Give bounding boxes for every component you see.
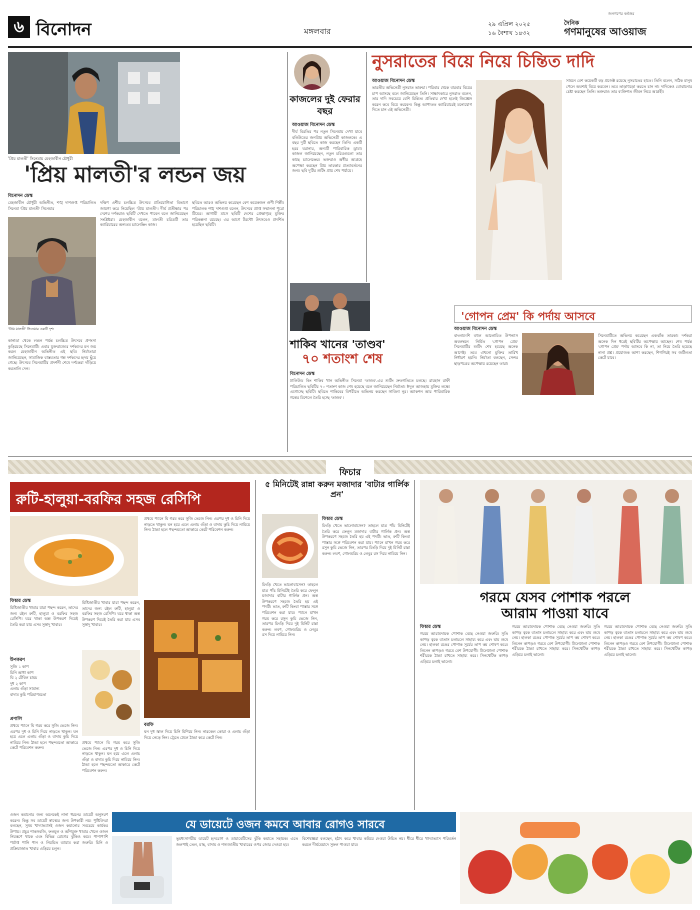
- page-number-box: [8, 16, 30, 38]
- gopon-headline-box: [454, 305, 692, 323]
- gopon-text-2: সিনেমাটিতে অভিনয় করেছেন একঝাঁক তারকা। দর্শকরা অনেক দিন ধরেই ছবিটির অপেক্ষায় আছেন। শেষ পর্যন্ত 'গোপন প্রেম' পর্দায় আসবে কি না, তা নিয়ে তৈরি হয়েছে নানা প্রশ্ন। প্রযোজক আশা করছেন, শিগগিরই সব জটিলতা কেটে যাবে।: [598, 333, 692, 361]
- malati-col-left: কানাডা থেকে লন্ডন পর্যন্ত চলচ্চিত্র উৎসবে প্রশংসা কুড়িয়েছে সিনেমাটি। এবার যুক্তরাজ্যের দর্শকদের মন জয় করল মেহজাবীন অভিনীত এই ছবি। নির্মাতারা জানিয়েছেন, সামাজিক বাস্তবতার গল্প দর্শকদের হৃদয় ছুঁয়ে গেছে। উৎসবে সিনেমাটির প্রদর্শনী শেষে দর্শকেরা দাঁড়িয়ে করতালি দেন।: [8, 338, 96, 371]
- kajol-photo: [294, 54, 330, 90]
- gopon-headline: 'গোপন প্রেম' কি পর্দায় আসবে: [461, 310, 596, 323]
- diet-text-1: ওজন কমানোর জন্য অনেকেই নানা ধরনের ডায়েট অনুসরণ করেন। কিন্তু সব ডায়েট স্বাস্থ্যের জন্য উপকারী নয়। পুষ্টিবিদরা বলছেন, সুষম খাদ্যাভ্যাসই ওজন কমানোর সবচেয়ে কার্যকর উপায়। প্রচুর শাকসবজি, ফলমূল ও আঁশযুক্ত খাবার খেলে ওজন নিয়ন্ত্রণে থাকে এবং বিভিন্ন রোগের ঝুঁকিও কমে। পাশাপাশি পর্যাপ্ত পানি পান ও নিয়মিত ব্যায়াম করা জরুরি। চিনি ও প্রক্রিয়াজাত খাবার এড়িয়ে চলুন।: [10, 812, 108, 851]
- ingredient-item: দুধ ২ কাপ: [10, 680, 26, 686]
- method-text: প্রথমে প্যানে ঘি গরম করে সুজি ভেজে নিন। এরপর দুধ ও চিনি দিয়ে নাড়তে থাকুন। ঘন হয়ে এলে এলাচ গুঁড়া ও বাদাম কুচি দিয়ে নামিয়ে নিন। ঠান্ডা হলে পছন্দমতো আকারে কেটে পরিবেশন করুন।: [10, 723, 78, 751]
- nusrat-byline: আওয়াজ বিনোদন ডেস্ক: [372, 79, 415, 84]
- chili-text-left: চিংড়ি খেতে ভালোবাসেন? তাহলে মাত্র পাঁচ মিনিটেই তৈরি করে ফেলুন মজাদার বাটার গার্লিক প্রন। অল্প উপকরণে সহজে তৈরি হয় এই পদটি। ভাত, রুটি কিংবা পাস্তার সঙ্গে পরিবেশন করা যায়। প্যানে মাখন গরম করে রসুন কুচি ভেজে নিন, তারপর চিংড়ি দিয়ে দুই মিনিট রান্না করুন। লবণ, গোলমরিচ ও লেবুর রস দিয়ে নামিয়ে নিন।: [262, 582, 318, 638]
- diet-text-2: ভূমধ্যসাগরীয় ডায়েট হৃদরোগ ও ডায়াবেটিসের ঝুঁকি কমাতে সহায়ক। এতে জলপাই তেল, মাছ, বাদাম ও শস্যজাতীয় খাবারের ওপর জোর দেওয়া হয়।: [176, 836, 298, 847]
- section-name: বিনোদন: [36, 20, 92, 40]
- entertainment-bottom-rule: [8, 456, 692, 457]
- nusrat-photo: [476, 80, 562, 280]
- diet-photo-scale: [112, 836, 172, 904]
- kajol-headline: কাজলের দুই ফেরার বছর: [289, 95, 361, 117]
- ingredient-item: চিনি আধা কাপ: [10, 669, 34, 675]
- gopon-byline: আওয়াজ বিনোদন ডেস্ক: [454, 327, 497, 332]
- chili-photo: [262, 514, 318, 578]
- dress-photo: [420, 480, 692, 584]
- shakib-byline: বিনোদন ডেস্ক: [290, 372, 315, 377]
- dress-text-3: গরমে আরামদায়ক পোশাক বেছে নেওয়া জরুরি। সুতি কাপড় ত্বকে বাতাস চলাচলে সাহায্য করে এবং ঘাম শুষে নেয়। হালকা রঙের পোশাক সূর্যের তাপ কম শোষণ করে। লিনেন কাপড়ও গরমে বেশ উপযোগী। ঢিলেঢালা পোশাক শরীরকে ঠান্ডা রাখতে সাহায্য করে। সিনথেটিক কাপড় এড়িয়ে চলাই ভালো।: [604, 624, 692, 657]
- chili-byline: ফিচার ডেস্ক: [322, 517, 343, 522]
- shakib-headline-1: শাকিব খানের 'তাণ্ডব': [290, 338, 386, 351]
- gopon-photo: [522, 333, 594, 395]
- diet-text-3: বিশেষজ্ঞরা বলছেন, হঠাৎ করে খাবার কমিয়ে দেওয়া উচিত নয়। ধীরে ধীরে খাদ্যাভ্যাস পরিবর্তন করলে দীর্ঘমেয়াদে সুফল পাওয়া যায়।: [302, 836, 456, 847]
- shakib-photo: [290, 283, 370, 331]
- kajol-byline: আওয়াজ বিনোদন ডেস্ক: [292, 123, 335, 128]
- ingredient-item: এলাচ গুঁড়া সামান্য: [10, 686, 40, 692]
- feature-divider-1: [255, 480, 256, 810]
- feature-label-box: [326, 460, 374, 478]
- date-bangla: ১৬ বৈশাখ ১৪৩২: [488, 30, 531, 37]
- col-divider-2: [366, 52, 367, 282]
- recipe-headline-box: [10, 482, 250, 512]
- feature-band: [8, 460, 692, 478]
- recipe-text: মিষ্টিজাতীয় খাবার যারা পছন্দ করেন, তাদের জন্য রইল রুটি, হালুয়া ও বরফির সহজ রেসিপি। ঘরে থাকা অল্প উপকরণ দিয়েই তৈরি করা যায় এসব সুস্বাদু খাবার।: [10, 605, 78, 627]
- chili-text: চিংড়ি খেতে ভালোবাসেন? তাহলে মাত্র পাঁচ মিনিটেই তৈরি করে ফেলুন মজাদার বাটার গার্লিক প্রন। অল্প উপকরণে সহজে তৈরি হয় এই পদটি। ভাত, রুটি কিংবা পাস্তার সঙ্গে পরিবেশন করা যায়। প্যানে মাখন গরম করে রসুন কুচি ভেজে নিন, তারপর চিংড়ি দিয়ে দুই মিনিট রান্না করুন। লবণ, গোলমরিচ ও লেবুর রস দিয়ে নামিয়ে নিন।: [322, 523, 410, 556]
- page-number: ৬: [13, 17, 25, 36]
- malati-inset-photo: [8, 217, 96, 325]
- method-title: প্রণালি: [10, 717, 23, 722]
- diet-headline-box: [112, 812, 456, 832]
- shakib-text: ঢালিউড কিং শাকিব খান অভিনীত সিনেমা 'তাণ্ডব'-এর শুটিং দ্রুতগতিতে চলছে। রায়হান রাফী পরিচালিত ছবিটির ৭০ শতাংশ কাজ শেষ হয়েছে বলে জানিয়েছেন নির্মাতা। ঈদুল আজহায় মুক্তির লক্ষ্যে এগোচ্ছে ছবিটি। ছবিতে শাকিবের বিপরীতে অভিনয় করছেন সাবিলা নূর। অ্যাকশন আর পারিবারিক গল্পের মিশেলে তৈরি হচ্ছে 'তাণ্ডব'।: [290, 378, 450, 400]
- weekday: মঙ্গলবার: [304, 27, 331, 36]
- nusrat-text-2: সামনে বেশ কয়েকটি বড় প্রজেক্ট রয়েছে নুসরাতের হাতে। তিনি বলেন, সঠিক মানুষ পেলে অবশ্যই বিয়ে করবেন। তবে তাড়াহুড়ো করতে চান না। দাদিকেও বোঝানোর চেষ্টা করছেন তিনি। ভক্তরাও তার ব্যক্তিগত জীবন নিয়ে আগ্রহী।: [566, 78, 692, 95]
- recipe-col-mid: মিষ্টিজাতীয় খাবার যারা পছন্দ করেন, তাদের জন্য রইল রুটি, হালুয়া ও বরফির সহজ রেসিপি। ঘরে থাকা অল্প উপকরণ দিয়েই তৈরি করা যায় এসব সুস্বাদু খাবার।: [82, 600, 140, 628]
- dress-headline-2: আরাম পাওয়া যাবে: [501, 606, 609, 622]
- masthead-rule: [8, 46, 692, 48]
- malati-byline: বিনোদন ডেস্ক: [8, 194, 33, 199]
- gopon-text-1: বাংলাদেশি বহুল আলোচিত উপন্যাস অবলম্বনে নির্মিত 'গোপন প্রেম' সিনেমাটির শুটিং শেষ হয়েছে অনেক আগেই। তবে এখনো মুক্তির তারিখ নির্ধারণ হয়নি। নির্মাতা বলছেন, সেন্সর ছাড়পত্রের অপেক্ষায় রয়েছেন তারা।: [454, 333, 518, 366]
- malati-col-mid: দক্ষিণ এশীয় চলচ্চিত্র উৎসবে প্রতিযোগিতা বিভাগে জায়গা করে নিয়েছিল 'প্রিয় মালতী'। দীর্ঘ প্রতীক্ষার পর দেশের দর্শকরাও ছবিটি দেখতে পাবেন বলে জানিয়েছেন সংশ্লিষ্টরা। মেহজাবীন বলেন, মালতী চরিত্রটি তার ক্যারিয়ারের অন্যতম চ্যালেঞ্জিং কাজ।: [100, 200, 188, 228]
- recipe-photo-barfi: [144, 600, 250, 718]
- dress-byline: ফিচার ডেস্ক: [420, 625, 441, 630]
- ingredient-item: বাদাম কুচি পরিমাণমতো: [10, 691, 47, 697]
- chili-headline: ৫ মিনিটেই রান্না করুন মজাদার 'বাটার গার্লিক প্রন': [264, 480, 410, 499]
- nusrat-headline: নুসরাতের বিয়ে নিয়ে চিন্তিত দাদি: [372, 52, 595, 72]
- diet-headline: যে ডায়েটে ওজন কমবে আবার রোগও সারবে: [185, 818, 385, 831]
- recipe-byline: ফিচার ডেস্ক: [10, 599, 31, 604]
- date-english: ২৯ এপ্রিল ২০২৫: [488, 21, 531, 28]
- paper-slogan: জনগণের কণ্ঠস্বর: [608, 11, 635, 16]
- malati-photo: [8, 52, 180, 154]
- recipe-method-right: প্রথমে প্যানে ঘি গরম করে সুজি ভেজে নিন। এরপর দুধ ও চিনি দিয়ে নাড়তে থাকুন। ঘন হয়ে এলে এলাচ গুঁড়া ও বাদাম কুচি দিয়ে নামিয়ে নিন। ঠান্ডা হলে পছন্দমতো আকারে কেটে পরিবেশন করুন।: [144, 516, 250, 533]
- ingredient-item: সুজি ১ কাপ: [10, 664, 29, 669]
- dress-headline-1: গরমে যেসব পোশাক পরলে: [479, 590, 631, 606]
- ingredient-item: ঘি ২ টেবিল চামচ: [10, 675, 38, 681]
- malati-col-right: ছবিতে আরও অভিনয় করেছেন বেশ কয়েকজন গুণী শিল্পী। পরিচালক শঙ্খ দাশগুপ্ত বলেন, উৎসবে প্রাপ্ত সম্মাননা পুরো টিমের। আগামী মাসে ছবিটি দেশের প্রেক্ষাগৃহে মুক্তির পরিকল্পনা রয়েছে। এর আগে টরন্টো উৎসবেও প্রদর্শিত হয়েছিল ছবিটি।: [192, 200, 284, 228]
- paper-name: গণমানুষের আওয়াজ: [564, 27, 647, 38]
- diet-photo-food: [460, 812, 692, 904]
- recipe-headline: রুটি-হালুয়া-বরফির সহজ রেসিপি: [16, 492, 201, 508]
- shakib-headline-2: ৭০ শতাংশ শেষ: [302, 352, 383, 367]
- paper-tag: দৈনিক: [564, 20, 580, 27]
- ingredients-list: [10, 664, 78, 714]
- recipe-photo-ingredients: [82, 650, 140, 736]
- feature-divider-2: [414, 480, 415, 810]
- dress-text-2: গরমে আরামদায়ক পোশাক বেছে নেওয়া জরুরি। সুতি কাপড় ত্বকে বাতাস চলাচলে সাহায্য করে এবং ঘাম শুষে নেয়। হালকা রঙের পোশাক সূর্যের তাপ কম শোষণ করে। লিনেন কাপড়ও গরমে বেশ উপযোগী। ঢিলেঢালা পোশাক শরীরকে ঠান্ডা রাখতে সাহায্য করে। সিনথেটিক কাপড় এড়িয়ে চলাই ভালো।: [512, 624, 600, 657]
- malati-photo-caption: 'প্রিয় মালতী' সিনেমায় মেহজাবীন চৌধুরী: [8, 156, 73, 161]
- malati-intro: মেহজাবীন চৌধুরী অভিনীত, শঙ্খ দাশগুপ্ত পরিচালিত সিনেমা 'প্রিয় মালতী' সিনেমার: [8, 200, 96, 211]
- recipe-photo-halua: [10, 516, 138, 596]
- kajol-text: দীর্ঘ বিরতির পর নতুন সিনেমায় দেখা যাবে বলিউডের জনপ্রিয় অভিনেত্রী কাজলকে। এ বছর দুটি ছবিতে কাজ করছেন তিনি। একটি হরর ঘরানার, অন্যটি পারিবারিক ড্রামা। কাজল জানিয়েছেন, নতুন চরিত্রগুলো তার কাছে চ্যালেঞ্জের। ভক্তরাও অধীর আগ্রহে অপেক্ষা করছেন প্রিয় তারকার প্রত্যাবর্তনের জন্য। ছবি দুটির শুটিং প্রায় শেষ পর্যায়ে।: [292, 129, 362, 174]
- nusrat-text-1: ভারতীয় অভিনেত্রী নুসরাত ভারুচা। পরিবার থেকে বারবার বিয়ের চাপ আসছে বলে জানিয়েছেন তিনি। সাক্ষাৎকারে নুসরাত বলেন, তার দাদি সবচেয়ে বেশি চিন্তিত। প্রতিবার দেখা হলেই জিজ্ঞেস করেন কবে বিয়ে করবেন। কিন্তু আপাতত ক্যারিয়ারেই মনোযোগ দিতে চান এই অভিনেত্রী।: [372, 85, 472, 113]
- dress-text-1: গরমে আরামদায়ক পোশাক বেছে নেওয়া জরুরি। সুতি কাপড় ত্বকে বাতাস চলাচলে সাহায্য করে এবং ঘাম শুষে নেয়। হালকা রঙের পোশাক সূর্যের তাপ কম শোষণ করে। লিনেন কাপড়ও গরমে বেশ উপযোগী। ঢিলেঢালা পোশাক শরীরকে ঠান্ডা রাখতে সাহায্য করে। সিনথেটিক কাপড় এড়িয়ে চলাই ভালো।: [420, 631, 508, 664]
- barfi-title: বরফি: [144, 723, 154, 728]
- malati-headline: 'প্রিয় মালতী'র লন্ডন জয়: [24, 163, 246, 188]
- feature-label: ফিচার: [339, 468, 361, 478]
- ingredients-title: উপকরণ: [10, 658, 25, 663]
- barfi-text: ঘন দুধ জ্বাল দিয়ে চিনি মিশিয়ে নিন। নারকেল কোরা ও এলাচ গুঁড়া দিয়ে নেড়ে নিন। ট্রেতে ঢেলে ঠান্ডা করে কেটে নিন।: [144, 729, 250, 740]
- masthead: [8, 6, 692, 46]
- recipe-col-mid-2: প্রথমে প্যানে ঘি গরম করে সুজি ভেজে নিন। এরপর দুধ ও চিনি দিয়ে নাড়তে থাকুন। ঘন হয়ে এলে এলাচ গুঁড়া ও বাদাম কুচি দিয়ে নামিয়ে নিন। ঠান্ডা হলে পছন্দমতো আকারে কেটে পরিবেশন করুন।: [82, 740, 140, 773]
- malati-inset-caption: 'প্রিয় মালতী' সিনেমার একটি দৃশ্য: [8, 327, 54, 331]
